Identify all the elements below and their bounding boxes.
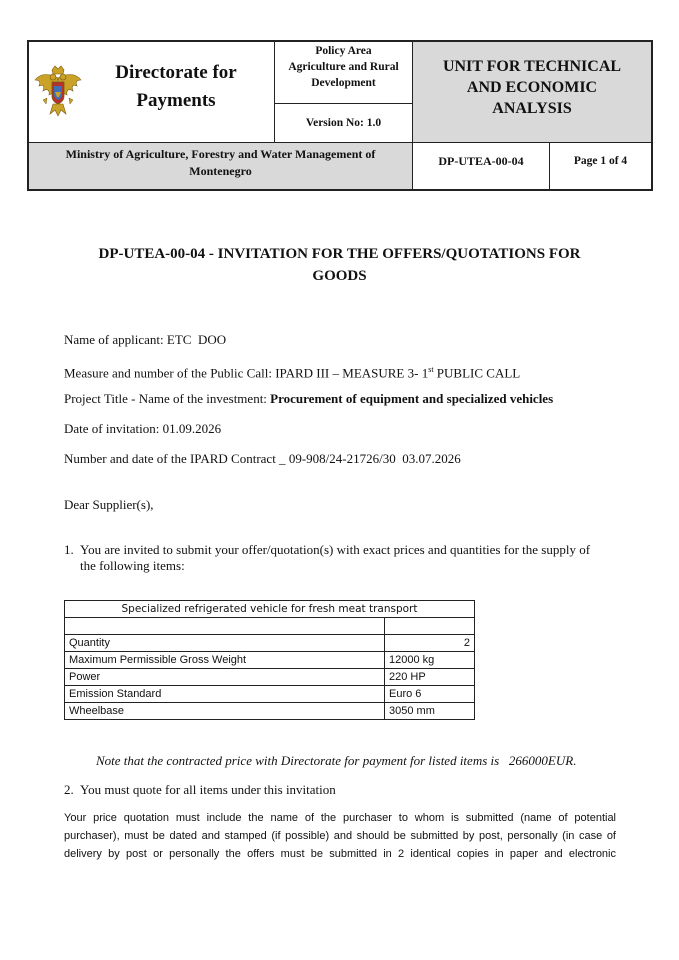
- header-table: [27, 40, 653, 191]
- table-row: [65, 635, 475, 652]
- table-title-row: [65, 601, 475, 618]
- row-value: Euro 6: [385, 686, 475, 703]
- row-label: Quantity: [65, 635, 385, 652]
- measure-value-pre: IPARD III – MEASURE 3- 1: [275, 365, 429, 381]
- page-cell: [550, 143, 651, 189]
- table-blank-row: [65, 618, 475, 635]
- contract-value: 09-908/24-21726/30 03.07.2026: [288, 451, 461, 466]
- row-value: 3050 mm: [385, 703, 475, 720]
- date-value: 01.09.2026: [162, 421, 222, 436]
- paragraph-line3: delivery by post or personally the offers must be submitted in 2 identical copies in paper and electronic: [64, 848, 616, 860]
- policy-area-line2: Agriculture and Rural: [288, 61, 399, 73]
- applicant-line: [64, 332, 226, 348]
- row-value: 12000 kg: [385, 652, 475, 669]
- project-label: Project Title - Name of the investment:: [64, 391, 267, 406]
- measure-value-sup: st: [428, 365, 434, 374]
- policy-area-line3: Development: [311, 77, 376, 89]
- item1-number: 1.: [64, 542, 74, 557]
- row-value: 2: [385, 635, 475, 652]
- paragraph-line2: purchaser), must be dated and stamped (if possible) and should be submitted by post, personally (in case of: [64, 830, 616, 842]
- document-title-line1: DP-UTEA-00-04 - INVITATION FOR THE OFFERS/QUOTATIONS FOR: [98, 246, 581, 262]
- table-row: [65, 652, 475, 669]
- table-title: Specialized refrigerated vehicle for fresh meat transport: [65, 601, 475, 618]
- row-label: Power: [65, 669, 385, 686]
- row-label: Wheelbase: [65, 703, 385, 720]
- contract-label: Number and date of the IPARD Contract _: [64, 451, 286, 466]
- policy-area-line1: Policy Area: [315, 45, 372, 57]
- table-blank-cell: [385, 618, 475, 635]
- measure-label: Measure and number of the Public Call:: [64, 365, 272, 381]
- unit-line3: ANALYSIS: [492, 100, 572, 117]
- directorate-title-line2: Payments: [136, 90, 216, 111]
- directorate-title-line1: Directorate for: [115, 62, 237, 83]
- table-blank-cell: [65, 618, 385, 635]
- table-row: [65, 703, 475, 720]
- project-line: [64, 391, 553, 407]
- document-title-line2: GOODS: [312, 268, 367, 284]
- item2-number: 2.: [64, 782, 74, 797]
- version-number: Version No: 1.0: [305, 117, 382, 129]
- policy-area-cell: [275, 42, 413, 104]
- coat-of-arms-logo: [33, 64, 83, 120]
- item1-line1: You are invited to submit your offer/quotation(s) with exact prices and quantities for the supply of: [80, 542, 591, 557]
- ministry-cell: [29, 143, 413, 189]
- applicant-label: Name of applicant:: [64, 332, 164, 347]
- ministry-line1: Ministry of Agriculture, Forestry and Water Management of: [65, 147, 376, 161]
- measure-value-post: PUBLIC CALL: [433, 365, 521, 381]
- doc-code-cell: [413, 143, 550, 189]
- greeting: Dear Supplier(s),: [64, 497, 154, 512]
- date-label: Date of invitation:: [64, 421, 160, 436]
- paragraph-line1: Your price quotation must include the name of the purchaser to whom is submitted (name of potential: [64, 812, 616, 824]
- row-value: 220 HP: [385, 669, 475, 686]
- doc-code: DP-UTEA-00-04: [438, 154, 524, 168]
- page-number: Page 1 of 4: [573, 155, 628, 167]
- contract-line: [64, 451, 461, 467]
- unit-cell: [413, 42, 651, 143]
- unit-line1: UNIT FOR TECHNICAL: [442, 58, 622, 75]
- table-row: [65, 669, 475, 686]
- row-label: Emission Standard: [65, 686, 385, 703]
- unit-line2: AND ECONOMIC: [466, 79, 598, 96]
- logo-cell: [29, 42, 275, 143]
- item2-text: You must quote for all items under this invitation: [80, 782, 336, 797]
- applicant-value: ETC DOO: [166, 332, 227, 347]
- date-line: [64, 421, 221, 437]
- project-value: Procurement of equipment and specialized vehicles: [270, 391, 554, 406]
- version-cell: [275, 104, 413, 143]
- table-row: [65, 686, 475, 703]
- row-label: Maximum Permissible Gross Weight: [65, 652, 385, 669]
- items-table: [64, 600, 475, 720]
- contract-price-note: Note that the contracted price with Directorate for payment for listed items is 266000EUR.: [96, 753, 577, 768]
- ministry-line2: Montenegro: [189, 164, 252, 178]
- measure-line: [64, 362, 520, 381]
- item1-line2: the following items:: [80, 558, 185, 573]
